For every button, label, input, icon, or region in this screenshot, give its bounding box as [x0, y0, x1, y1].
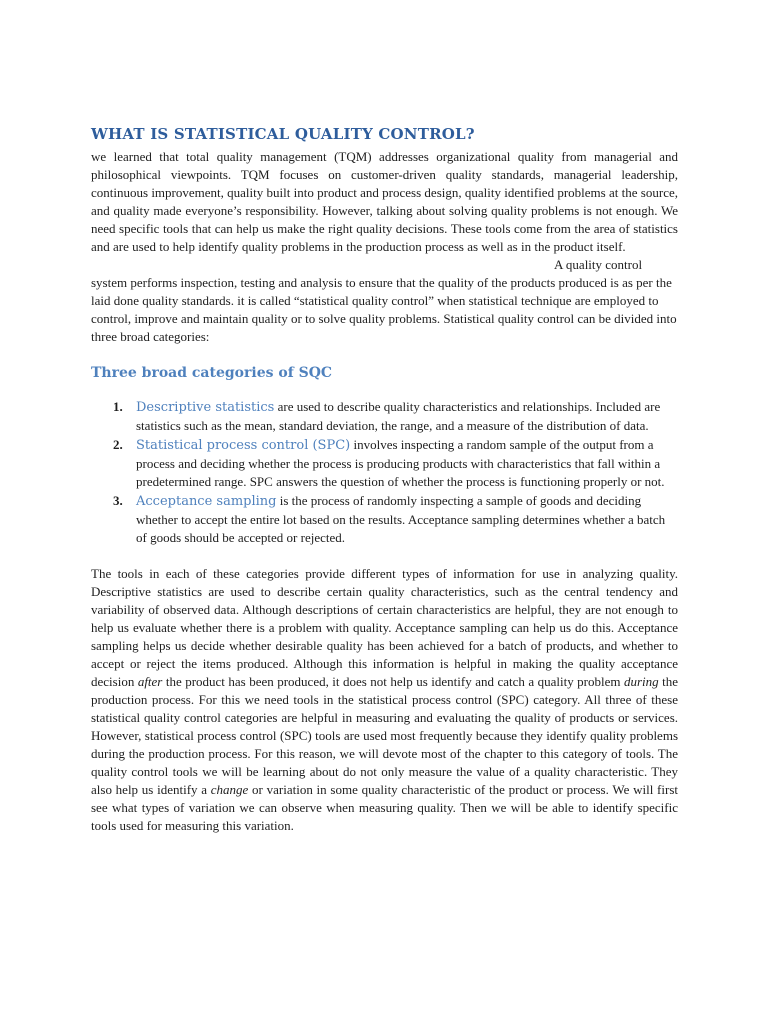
category-text: involves inspecting a random sample of the output from a process and deciding whether the process is producing products with characteristics that fall within a predetermined range. SPC answers the question of whether the process is functioning properly or not.	[136, 437, 665, 489]
category-term: Acceptance sampling	[136, 494, 277, 509]
category-text: is the process of randomly inspecting a sample of goods and deciding whether to accept the entire lot based on the results. Acceptance sampling determines whether a batch of goods should be accepted or rejected.	[136, 493, 666, 545]
category-item-descriptive-statistics	[113, 398, 678, 435]
category-number: 2.	[113, 437, 123, 452]
tools-paragraph	[91, 565, 678, 835]
tools-emphasis-after: after	[137, 674, 163, 689]
categories-list	[91, 398, 678, 547]
categories-heading: Three broad categories of SQC	[91, 365, 333, 381]
tools-text-part4: or variation in some quality characteristic of the product or process. We will first see what types of variation we can observe when measuring quality. Then we will be able to identify specific tools used for measuring this variation.	[91, 782, 678, 833]
tools-emphasis-during: during	[623, 674, 659, 689]
category-number: 1.	[113, 399, 123, 414]
tools-text-part1: The tools in each of these categories provide different types of information for use in analyzing quality. Descriptive statistics are used to describe certain quality characteristics, such as the central tendency and variability of observed data. Although descriptions of certain characteristics are helpful, they are not enough to help us evaluate whether there is a problem with quality. Acceptance sampling can help us do this. Acceptance sampling helps us decide whether desirable quality has been achieved for a batch of products, and whether to accept or reject the items produced. Although this information is helpful in making the quality acceptance decision	[91, 566, 678, 689]
category-item-statistical-process-control	[113, 436, 678, 491]
category-term: Descriptive statistics	[136, 400, 275, 415]
tools-text-part3: the production process. For this we need tools in the statistical process control (SPC) category. All three of these statistical quality control categories are helpful in measuring and evaluating the quality of products or services. However, statistical process control (SPC) tools are used most frequently because they identify quality problems during the production process. For this reason, we will devote most of the chapter to this category of tools. The quality control tools we will be learning about do not only measure the value of a quality characteristic. They also help us identify a	[91, 674, 678, 797]
intro-second-paragraph	[91, 256, 678, 346]
tools-emphasis-change: change	[210, 782, 249, 797]
intro-second-start: A quality control	[554, 257, 643, 272]
intro-paragraph: we learned that total quality management (TQM) addresses organizational quality from managerial and philosophical viewpoints. TQM focuses on customer-driven quality standards, managerial leadership, continuous improvement, quality built into product and process design, quality identified problems at the source, and quality made everyone’s responsibility. However, talking about solving quality problems is not enough. We need specific tools that can help us make the right quality decisions. These tools come from the area of statistics and are used to help identify quality problems in the production process as well as in the product itself.	[91, 149, 678, 254]
category-number: 3.	[113, 493, 123, 508]
intro-second-rest: system performs inspection, testing and analysis to ensure that the quality of the products produced is as per the laid done quality standards. it is called “statistical quality control” when statistical technique are employed to control, improve and maintain quality or to solve quality problems. Statistical quality control can be divided into three broad categories:	[91, 275, 677, 344]
tools-text-part2: the product has been produced, it does not help us identify and catch a quality problem	[162, 674, 624, 689]
category-text: are used to describe quality characteristics and relationships. Included are statistics such as the mean, standard deviation, the range, and a measure of the distribution of data.	[136, 399, 661, 433]
document-page	[91, 124, 678, 835]
category-term: Statistical process control (SPC)	[136, 438, 351, 453]
page-title: WHAT IS STATISTICAL QUALITY CONTROL?	[91, 125, 475, 143]
category-item-acceptance-sampling	[113, 492, 678, 547]
